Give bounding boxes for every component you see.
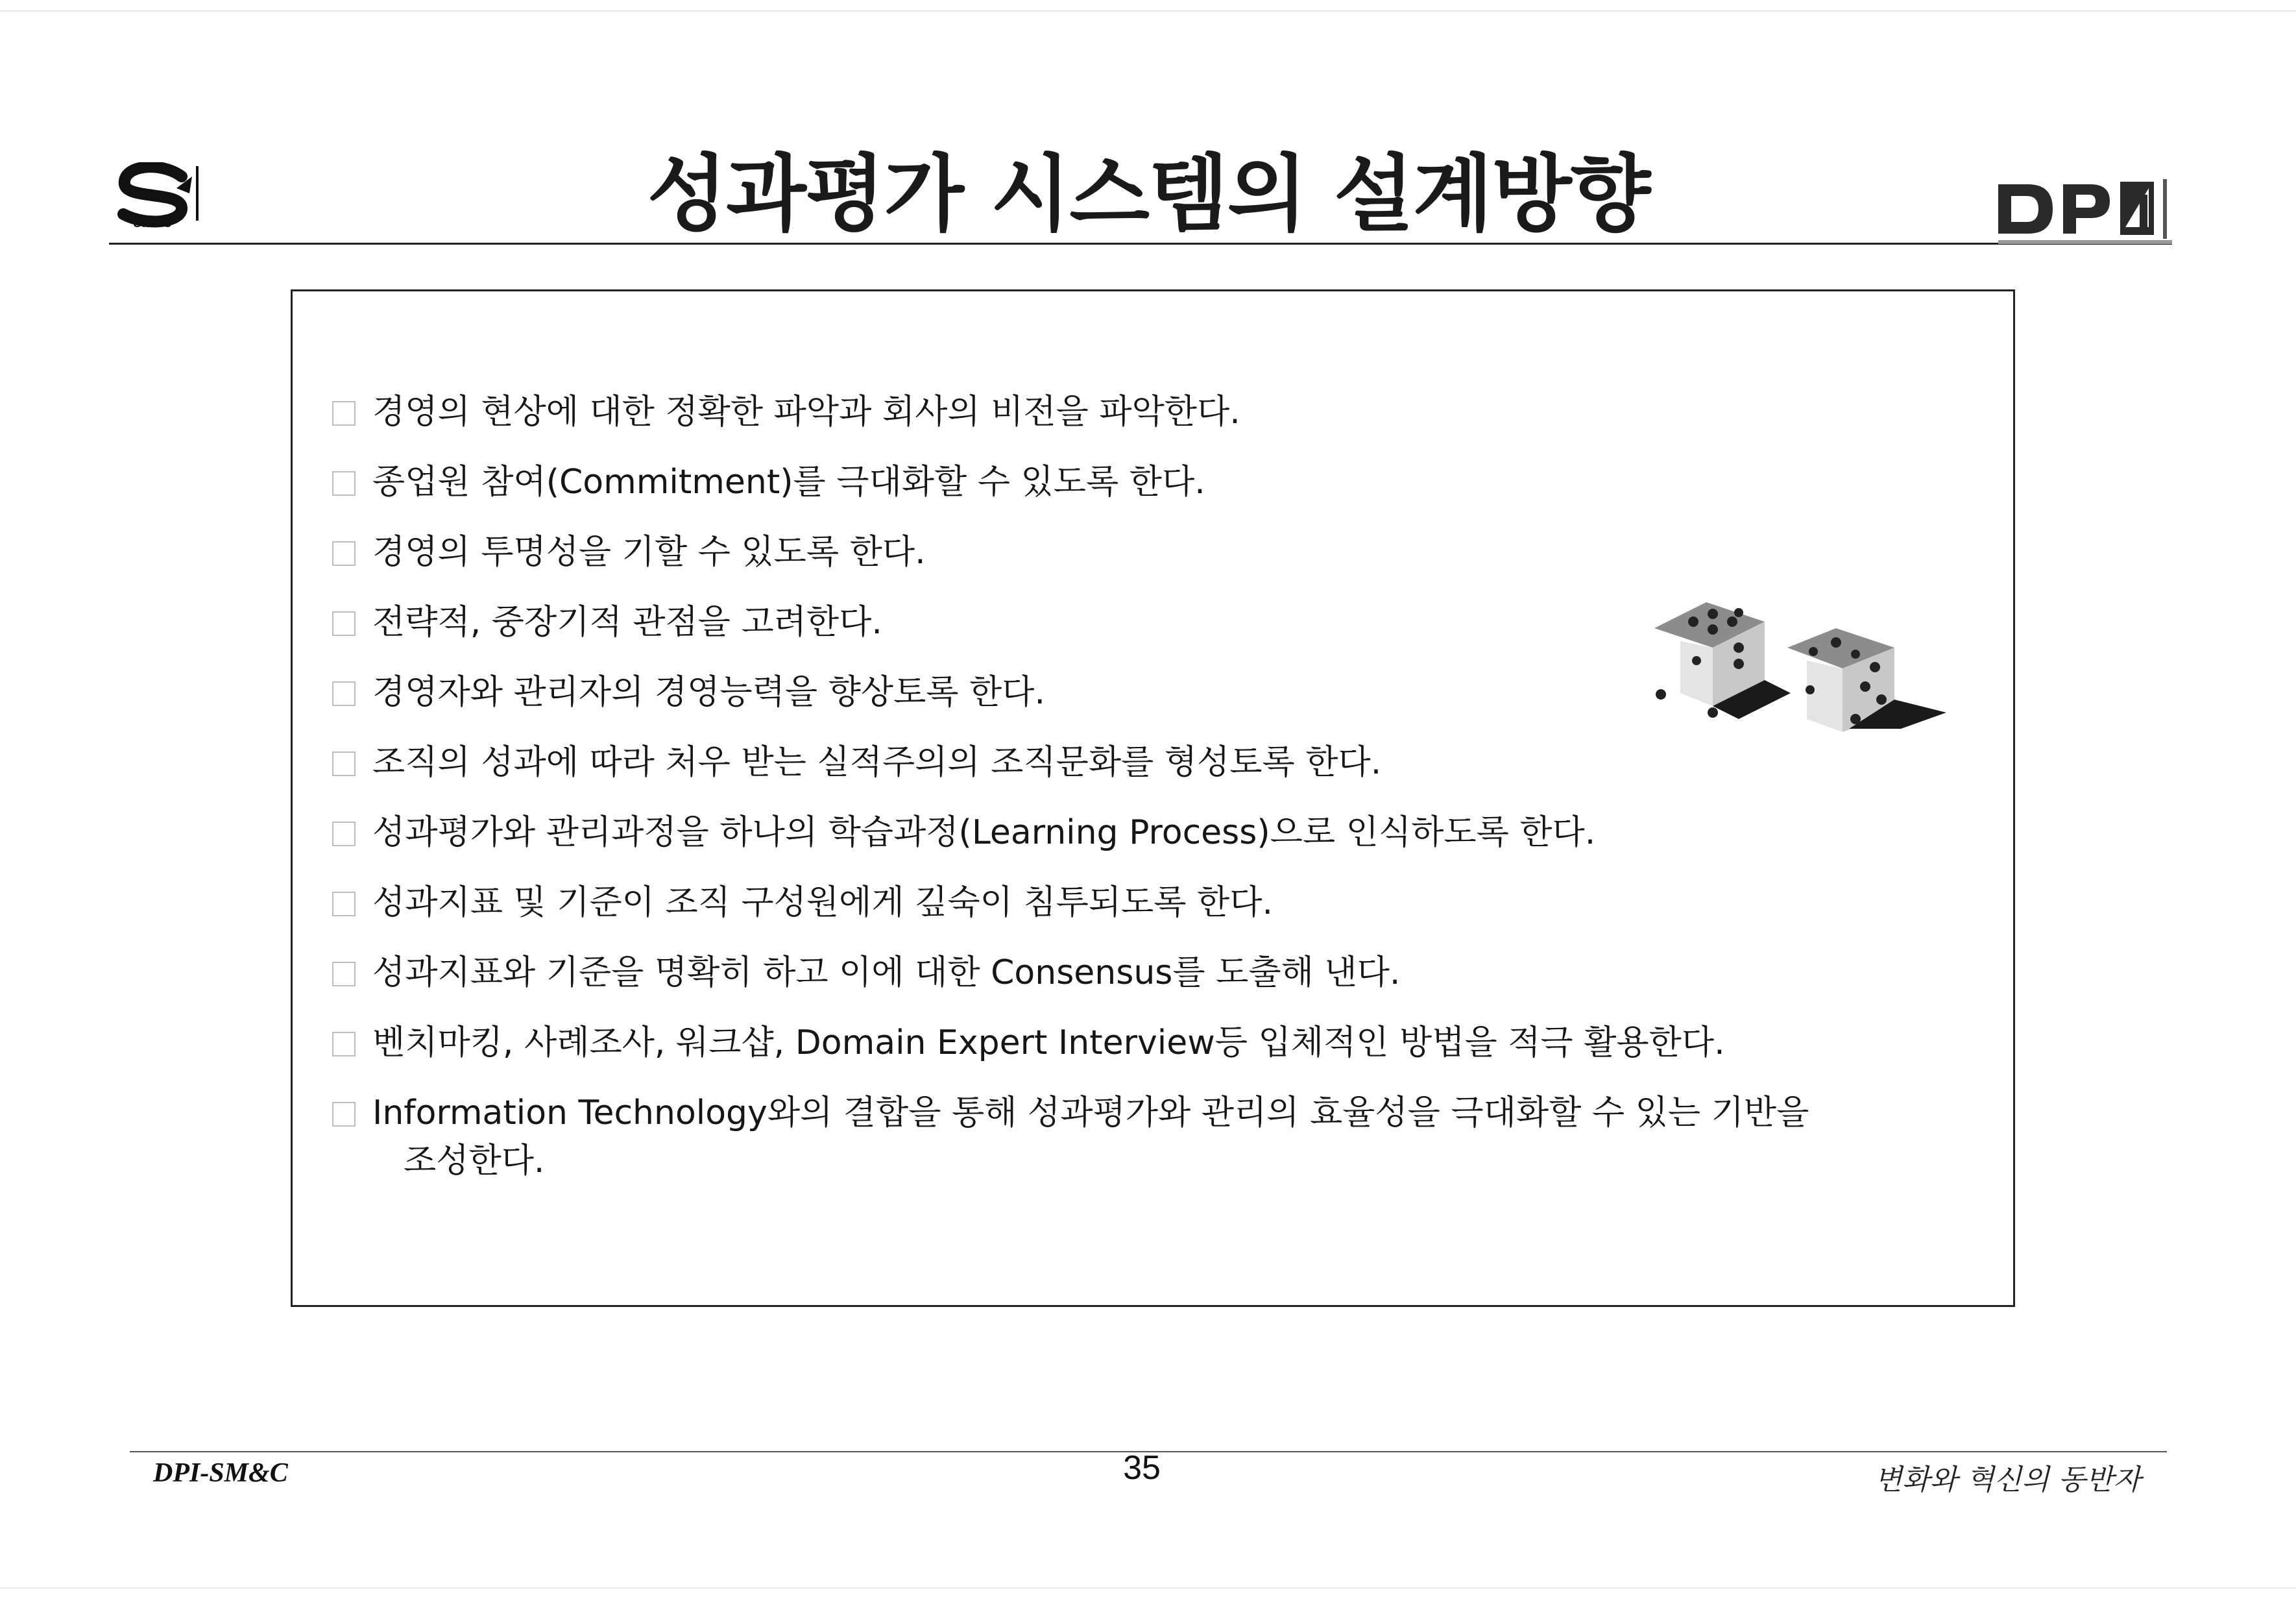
header-rule-accent: [1998, 240, 2172, 244]
bullet-list: [332, 388, 1993, 1207]
page-top-edge: [0, 10, 2296, 12]
page-title: 성과평가 시스템의 설계방향: [647, 146, 1650, 243]
bullet-box-icon: [332, 1102, 356, 1127]
bullet-box-icon: [332, 471, 356, 496]
list-item: [332, 458, 1993, 528]
list-item: [332, 388, 1993, 458]
list-item: [332, 1089, 1993, 1137]
bullet-text: 성과평가와 관리과정을 하나의 학습과정(Learning Process)으로 인식하도록 한다.: [372, 813, 1596, 852]
bullet-box-icon: [332, 751, 356, 776]
bullet-box-icon: [332, 541, 356, 566]
bullet-box-icon: [332, 962, 356, 986]
dpi-logo-icon: [1993, 175, 2175, 247]
footer-slogan: 변화와 혁신의 동반자: [1874, 1463, 2141, 1496]
bullet-box-icon: [332, 611, 356, 636]
list-item: [332, 1019, 1993, 1089]
bullet-text: Information Technology와의 결합을 통해 성과평가와 관리의 효율성을 극대화할 수 있는 기반을: [372, 1093, 1809, 1132]
bullet-text: 경영자와 관리자의 경영능력을 향상토록 한다.: [372, 673, 1046, 712]
bullet-text: 성과지표 및 기준이 조직 구성원에게 깊숙이 침투되도록 한다.: [372, 883, 1274, 922]
list-item: [332, 528, 1993, 598]
list-item: [332, 809, 1993, 879]
bullet-text: 성과지표와 기준을 명확히 하고 이에 대한 Consensus를 도출해 낸다.: [372, 953, 1401, 992]
bullet-text: 전략적, 중장기적 관점을 고려한다.: [372, 603, 882, 642]
bullet-text: 경영의 현상에 대한 정확한 파악과 회사의 비전을 파악한다.: [372, 393, 1240, 432]
page-number: 35: [1123, 1449, 1161, 1487]
bullet-text: 벤치마킹, 사례조사, 워크샵, Domain Expert Interview등 입체적인 방법을 적극 활용한다.: [372, 1023, 1725, 1062]
bullet-text: 종업원 참여(Commitment)를 극대화할 수 있도록 한다.: [372, 463, 1205, 502]
list-item-continuation: [332, 1137, 1993, 1207]
bullet-box-icon: [332, 892, 356, 916]
page-bottom-edge: [0, 1587, 2296, 1589]
list-item: [332, 879, 1993, 949]
bullet-text-continuation: 조성한다.: [404, 1141, 545, 1180]
list-item: [332, 949, 1993, 1019]
smc-logo-text: SM&C: [133, 217, 173, 230]
header-rule: [109, 243, 2172, 245]
bullet-box-icon: [332, 822, 356, 846]
bullet-text: 조직의 성과에 따라 처우 받는 실적주의의 조직문화를 형성토록 한다.: [372, 743, 1382, 782]
dice-icon: [1641, 596, 1959, 751]
bullet-box-icon: [332, 401, 356, 426]
footer-company: DPI-SM&C: [153, 1458, 288, 1488]
bullet-box-icon: [332, 681, 356, 706]
bullet-box-icon: [332, 1032, 356, 1056]
bullet-text: 경영의 투명성을 기할 수 있도록 한다.: [372, 533, 926, 572]
